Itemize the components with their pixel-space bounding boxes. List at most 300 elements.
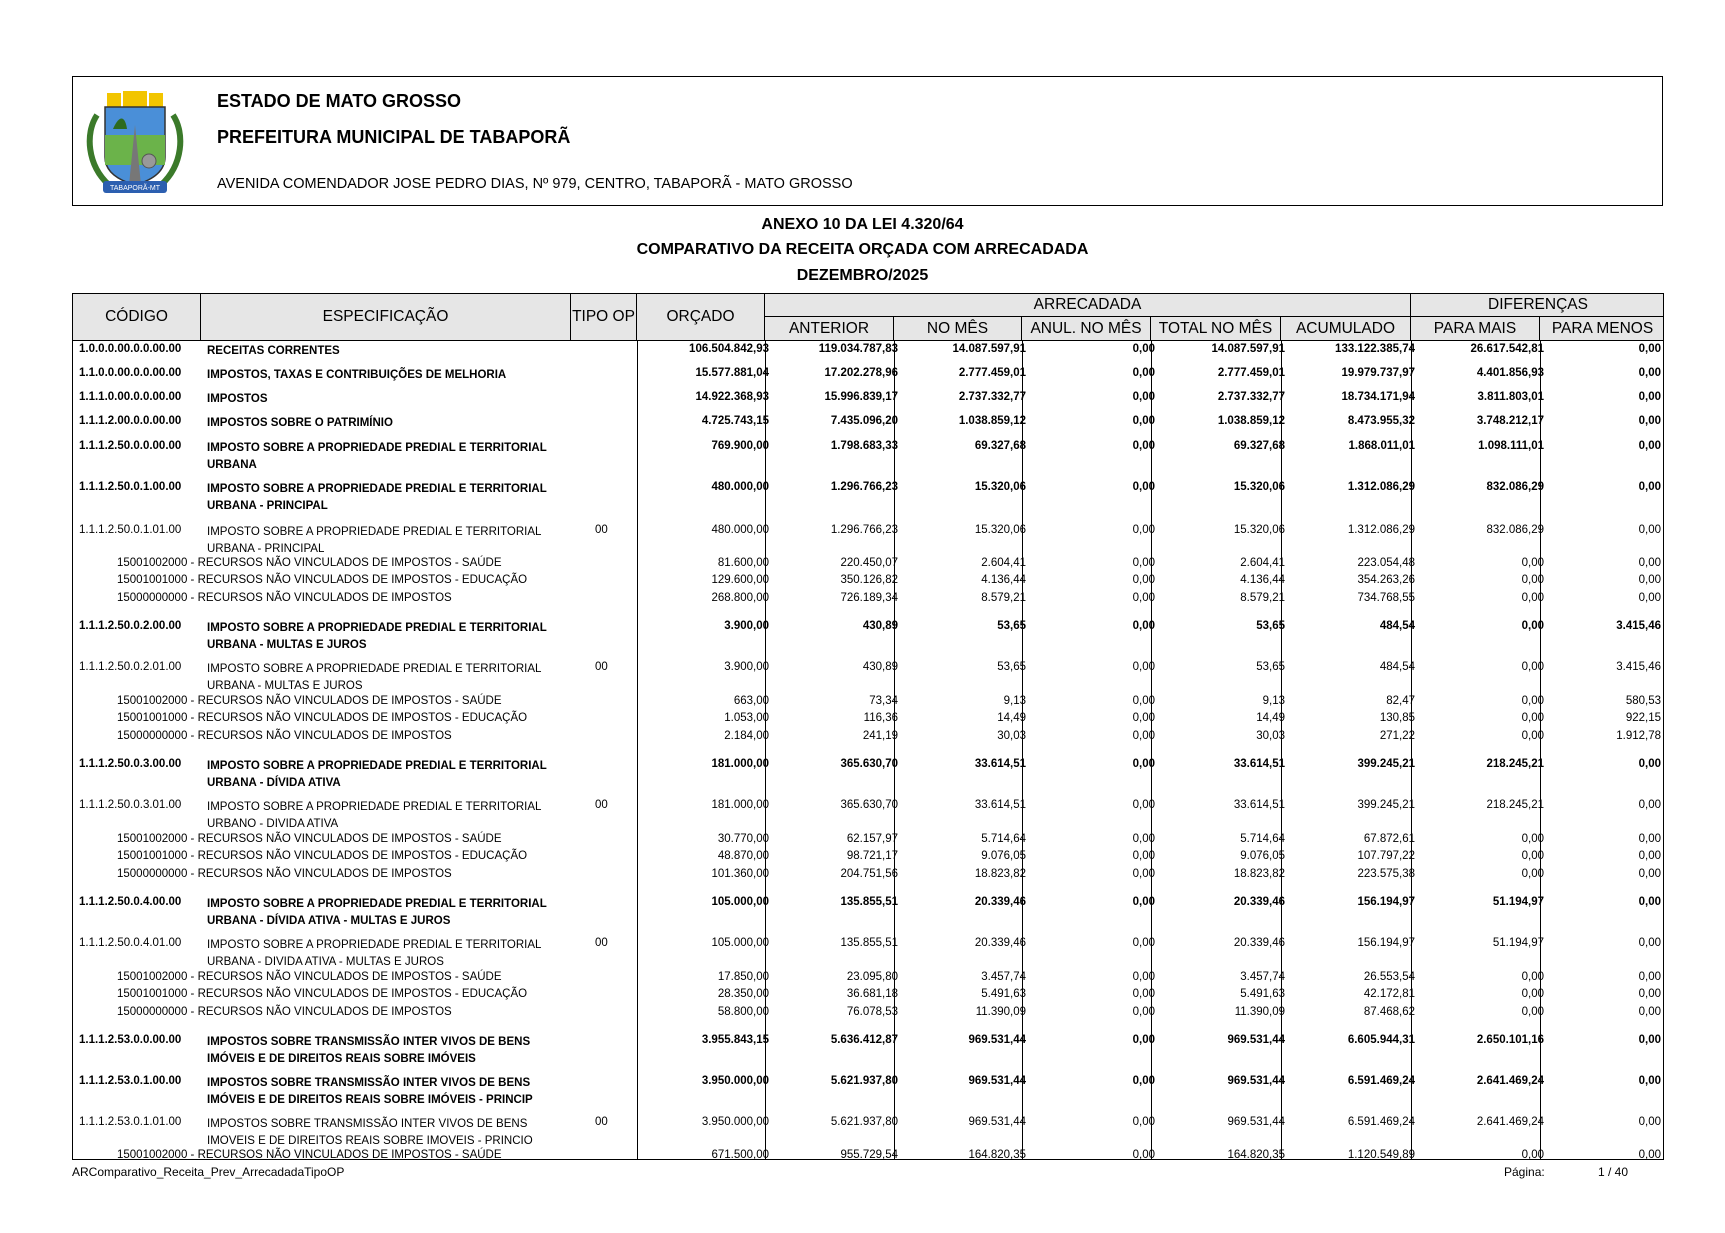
row-value-anterior: 119.034.787,83: [818, 343, 898, 355]
row-value-orcado: 3.950.000,00: [701, 1116, 769, 1128]
row-value-anterior: 5.621.937,80: [830, 1075, 898, 1087]
row-value-total: 33.614,51: [1233, 758, 1285, 770]
row-value-no_mes: 5.714,64: [981, 833, 1026, 845]
row-value-anterior: 5.621.937,80: [830, 1116, 898, 1128]
row-value-mais: 0,00: [1521, 850, 1544, 862]
table-row: [73, 620, 1664, 654]
row-value-mais: 832.086,29: [1486, 524, 1544, 536]
row-value-acum: 399.245,21: [1357, 799, 1415, 811]
row-value-menos: 0,00: [1638, 868, 1661, 880]
row-value-orcado: 2.184,00: [724, 730, 769, 742]
row-resource-source: 15000000000 - RECURSOS NÃO VINCULADOS DE IMPOSTOS: [117, 730, 452, 742]
row-value-acum: 6.605.944,31: [1347, 1034, 1415, 1046]
row-value-anterior: 135.855,51: [840, 896, 898, 908]
row-specification: IMPOSTO SOBRE A PROPRIEDADE PREDIAL E TERRITORIAL URBANA - DIVIDA ATIVA - MULTAS E JUROS: [207, 939, 542, 968]
row-value-no_mes: 18.823,82: [974, 868, 1026, 880]
row-value-total: 33.614,51: [1233, 799, 1285, 811]
row-value-anul: 0,00: [1132, 758, 1155, 770]
row-value-orcado: 480.000,00: [711, 524, 769, 536]
header-para-menos: PARA MENOS: [1540, 317, 1664, 341]
row-value-anul: 0,00: [1132, 937, 1155, 949]
row-value-anterior: 98.721,17: [846, 850, 898, 862]
table-row: [73, 481, 1664, 515]
report-name: ARComparativo_Receita_Prev_ArrecadadaTipoOP: [72, 1165, 345, 1179]
row-code: 1.1.1.2.50.0.4.01.00: [79, 937, 182, 949]
row-value-acum: 1.868.011,01: [1348, 440, 1415, 452]
header-arrecadada: ARRECADADA: [765, 294, 1411, 317]
row-value-anterior: 220.450,07: [840, 557, 898, 569]
row-value-menos: 3.415,46: [1616, 661, 1661, 673]
row-value-menos: 0,00: [1638, 415, 1661, 427]
row-value-menos: 0,00: [1638, 574, 1661, 586]
row-value-anterior: 204.751,56: [840, 868, 898, 880]
header-diferencas: DIFERENÇAS: [1411, 294, 1664, 317]
row-value-menos: 1.912,78: [1616, 730, 1661, 742]
row-value-menos: 0,00: [1638, 799, 1661, 811]
row-value-acum: 354.263,26: [1357, 574, 1415, 586]
row-value-acum: 6.591.469,24: [1347, 1075, 1415, 1087]
row-value-anul: 0,00: [1132, 850, 1155, 862]
row-value-anul: 0,00: [1132, 415, 1155, 427]
row-value-anul: 0,00: [1132, 971, 1155, 983]
row-value-total: 969.531,44: [1227, 1034, 1285, 1046]
row-value-anul: 0,00: [1132, 988, 1155, 1000]
row-value-acum: 107.797,22: [1357, 850, 1415, 862]
row-value-acum: 1.312.086,29: [1347, 481, 1415, 493]
header-no-mes: NO MÊS: [894, 317, 1022, 341]
row-value-no_mes: 53,65: [997, 661, 1026, 673]
row-code: 1.1.1.2.53.0.0.00.00: [79, 1034, 182, 1046]
row-code: 1.1.1.2.50.0.2.01.00: [79, 661, 182, 673]
header-anterior: ANTERIOR: [765, 317, 894, 341]
row-value-menos: 0,00: [1638, 391, 1661, 403]
row-value-orcado: 181.000,00: [711, 758, 769, 770]
row-value-menos: 0,00: [1638, 440, 1661, 452]
row-value-anterior: 23.095,80: [846, 971, 898, 983]
row-value-menos: 0,00: [1638, 988, 1661, 1000]
row-value-orcado: 101.360,00: [711, 868, 769, 880]
row-value-total: 30,03: [1256, 730, 1285, 742]
row-value-mais: 0,00: [1521, 661, 1544, 673]
row-value-no_mes: 2.604,41: [981, 557, 1026, 569]
row-value-total: 5.714,64: [1240, 833, 1285, 845]
row-value-no_mes: 69.327,68: [974, 440, 1026, 452]
row-value-menos: 0,00: [1638, 481, 1661, 493]
row-value-menos: 0,00: [1638, 1075, 1661, 1087]
row-value-anterior: 241,19: [862, 730, 898, 742]
row-value-no_mes: 164.820,35: [968, 1149, 1026, 1160]
row-value-mais: 1.098.111,01: [1478, 440, 1544, 452]
row-code: 1.1.1.2.50.0.1.00.00: [79, 481, 182, 493]
row-value-acum: 8.473.955,32: [1347, 415, 1415, 427]
row-specification: IMPOSTO SOBRE A PROPRIEDADE PREDIAL E TERRITORIAL URBANA - DÍVIDA ATIVA: [207, 760, 547, 789]
row-value-acum: 399.245,21: [1357, 758, 1415, 770]
row-value-anterior: 62.157,97: [846, 833, 898, 845]
table-row: [73, 712, 1664, 729]
row-value-menos: 0,00: [1638, 937, 1661, 949]
row-value-anterior: 7.435.096,20: [830, 415, 898, 427]
row-value-menos: 0,00: [1638, 1149, 1661, 1160]
row-code: 1.1.1.0.00.0.0.00.00: [79, 391, 182, 403]
row-value-anterior: 430,89: [862, 661, 898, 673]
table-row: [73, 971, 1664, 988]
row-value-anul: 0,00: [1132, 661, 1155, 673]
row-value-mais: 218.245,21: [1486, 799, 1544, 811]
row-value-mais: 0,00: [1521, 1006, 1544, 1018]
row-value-mais: 0,00: [1521, 592, 1544, 604]
row-value-acum: 133.122.385,74: [1335, 343, 1415, 355]
row-value-orcado: 4.725.743,15: [701, 415, 769, 427]
row-value-total: 69.327,68: [1233, 440, 1285, 452]
row-specification: IMPOSTO SOBRE A PROPRIEDADE PREDIAL E TERRITORIAL URBANA - MULTAS E JUROS: [207, 622, 547, 651]
row-value-mais: 832.086,29: [1486, 481, 1544, 493]
table-row: [73, 1075, 1664, 1109]
row-resource-source: 15001001000 - RECURSOS NÃO VINCULADOS DE IMPOSTOS - EDUCAÇÃO: [117, 712, 528, 724]
row-tipo-op: 00: [595, 524, 608, 536]
header-para-mais: PARA MAIS: [1411, 317, 1540, 341]
row-value-total: 2.737.332,77: [1217, 391, 1285, 403]
row-value-anterior: 73,34: [869, 695, 898, 707]
row-value-mais: 26.617.542,81: [1470, 343, 1544, 355]
table-row: [73, 1116, 1664, 1150]
row-value-anul: 0,00: [1132, 391, 1155, 403]
row-resource-source: 15001002000 - RECURSOS NÃO VINCULADOS DE IMPOSTOS - SAÚDE: [117, 1149, 502, 1160]
row-value-total: 11.390,09: [1234, 1006, 1285, 1018]
row-value-mais: 0,00: [1521, 868, 1544, 880]
row-value-anterior: 76.078,53: [846, 1006, 898, 1018]
row-value-acum: 87.468,62: [1363, 1006, 1415, 1018]
row-value-acum: 1.312.086,29: [1347, 524, 1415, 536]
row-value-anul: 0,00: [1132, 620, 1155, 632]
row-value-no_mes: 4.136,44: [981, 574, 1026, 586]
row-resource-source: 15000000000 - RECURSOS NÃO VINCULADOS DE IMPOSTOS: [117, 1006, 452, 1018]
table-row: [73, 574, 1664, 591]
row-value-no_mes: 15.320,06: [974, 481, 1026, 493]
row-specification: IMPOSTO SOBRE A PROPRIEDADE PREDIAL E TERRITORIAL URBANA - PRINCIPAL: [207, 526, 542, 555]
row-value-anterior: 36.681,18: [846, 988, 898, 1000]
table-row: [73, 661, 1664, 695]
row-value-total: 4.136,44: [1240, 574, 1285, 586]
row-value-total: 14.087.597,91: [1211, 343, 1285, 355]
row-value-menos: 0,00: [1638, 343, 1661, 355]
row-value-acum: 223.575,38: [1357, 868, 1415, 880]
row-value-mais: 0,00: [1521, 620, 1544, 632]
table-row: [73, 868, 1664, 885]
row-value-no_mes: 14.087.597,91: [952, 343, 1026, 355]
row-value-acum: 223.054,48: [1357, 557, 1415, 569]
row-value-no_mes: 33.614,51: [974, 758, 1026, 770]
row-value-anterior: 430,89: [862, 620, 898, 632]
row-value-no_mes: 14,49: [997, 712, 1026, 724]
row-value-mais: 4.401.856,93: [1476, 367, 1544, 379]
row-value-no_mes: 20.339,46: [974, 896, 1026, 908]
row-value-anul: 0,00: [1132, 1149, 1155, 1160]
row-value-acum: 67.872,61: [1363, 833, 1415, 845]
header-codigo: CÓDIGO: [73, 294, 201, 341]
row-value-menos: 0,00: [1638, 592, 1661, 604]
row-specification: RECEITAS CORRENTES: [207, 345, 340, 357]
header-especificacao: ESPECIFICAÇÃO: [201, 294, 571, 341]
row-value-total: 969.531,44: [1227, 1075, 1285, 1087]
row-value-total: 20.339,46: [1233, 937, 1285, 949]
table-row: [73, 896, 1664, 930]
row-value-orcado: 3.900,00: [724, 620, 769, 632]
row-value-anterior: 1.798.683,33: [830, 440, 898, 452]
row-value-anul: 0,00: [1132, 592, 1155, 604]
table-row: [73, 1034, 1664, 1068]
row-value-anul: 0,00: [1132, 1116, 1155, 1128]
row-code: 1.0.0.0.00.0.0.00.00: [79, 343, 182, 355]
row-code: 1.1.0.0.00.0.0.00.00: [79, 367, 182, 379]
row-value-anul: 0,00: [1132, 557, 1155, 569]
row-value-orcado: 3.950.000,00: [701, 1075, 769, 1087]
row-value-anul: 0,00: [1132, 712, 1155, 724]
row-value-acum: 42.172,81: [1363, 988, 1415, 1000]
row-value-anterior: 726.189,34: [840, 592, 898, 604]
row-value-total: 2.604,41: [1240, 557, 1285, 569]
row-value-mais: 0,00: [1521, 971, 1544, 983]
report-title-2: COMPARATIVO DA RECEITA ORÇADA COM ARRECADADA: [636, 241, 1089, 258]
row-code: 1.1.1.2.00.0.0.00.00: [79, 415, 182, 427]
row-value-mais: 2.650.101,16: [1476, 1034, 1544, 1046]
row-value-orcado: 30.770,00: [717, 833, 769, 845]
row-value-total: 3.457,74: [1240, 971, 1285, 983]
row-value-orcado: 1.053,00: [724, 712, 769, 724]
row-value-total: 8.579,21: [1240, 592, 1285, 604]
row-specification: IMPOSTO SOBRE A PROPRIEDADE PREDIAL E TERRITORIAL URBANA - PRINCIPAL: [207, 483, 547, 512]
page-number: 1 / 40: [1598, 1165, 1629, 1179]
row-value-anterior: 350.126,82: [840, 574, 898, 586]
row-value-anul: 0,00: [1132, 896, 1155, 908]
table-row: [73, 988, 1664, 1005]
row-value-no_mes: 9,13: [1003, 695, 1026, 707]
row-value-menos: 580,53: [1625, 695, 1661, 707]
row-value-anterior: 135.855,51: [840, 937, 898, 949]
row-value-no_mes: 53,65: [997, 620, 1026, 632]
row-value-orcado: 81.600,00: [717, 557, 769, 569]
row-resource-source: 15000000000 - RECURSOS NÃO VINCULADOS DE IMPOSTOS: [117, 592, 452, 604]
row-tipo-op: 00: [595, 799, 608, 811]
row-value-orcado: 480.000,00: [711, 481, 769, 493]
row-value-mais: 51.194,97: [1492, 937, 1544, 949]
row-value-menos: 0,00: [1638, 850, 1661, 862]
row-value-orcado: 105.000,00: [711, 937, 769, 949]
table-row: [73, 833, 1664, 850]
row-value-anterior: 5.636.412,87: [830, 1034, 898, 1046]
row-tipo-op: 00: [595, 937, 608, 949]
row-value-menos: 3.415,46: [1616, 620, 1661, 632]
row-value-acum: 26.553,54: [1363, 971, 1415, 983]
row-value-no_mes: 15.320,06: [974, 524, 1026, 536]
row-resource-source: 15000000000 - RECURSOS NÃO VINCULADOS DE IMPOSTOS: [117, 868, 452, 880]
row-value-acum: 6.591.469,24: [1347, 1116, 1415, 1128]
row-value-menos: 0,00: [1638, 833, 1661, 845]
row-value-mais: 0,00: [1521, 557, 1544, 569]
row-value-no_mes: 969.531,44: [968, 1116, 1026, 1128]
row-value-acum: 82,47: [1386, 695, 1415, 707]
row-value-anterior: 1.296.766,23: [830, 524, 898, 536]
row-value-total: 15.320,06: [1233, 524, 1285, 536]
revenue-table: [72, 293, 1664, 1160]
table-row: [73, 937, 1664, 971]
row-value-menos: 0,00: [1638, 896, 1661, 908]
row-value-mais: 0,00: [1521, 712, 1544, 724]
table-row: [73, 695, 1664, 712]
row-value-anul: 0,00: [1132, 524, 1155, 536]
row-value-total: 53,65: [1256, 620, 1285, 632]
row-value-no_mes: 11.390,09: [975, 1006, 1026, 1018]
row-resource-source: 15001002000 - RECURSOS NÃO VINCULADOS DE IMPOSTOS - SAÚDE: [117, 695, 502, 707]
row-value-no_mes: 969.531,44: [968, 1075, 1026, 1087]
row-value-anul: 0,00: [1132, 1006, 1155, 1018]
row-specification: IMPOSTOS SOBRE TRANSMISSÃO INTER VIVOS DE BENS IMÓVEIS E DE DIREITOS REAIS SOBRE IMÓVEIS: [207, 1036, 531, 1065]
row-value-orcado: 129.600,00: [711, 574, 769, 586]
row-value-acum: 484,54: [1379, 661, 1415, 673]
row-code: 1.1.1.2.50.0.2.00.00: [79, 620, 182, 632]
row-value-no_mes: 9.076,05: [981, 850, 1026, 862]
row-value-acum: 1.120.549,89: [1347, 1149, 1415, 1160]
row-value-orcado: 3.955.843,15: [701, 1034, 769, 1046]
row-code: 1.1.1.2.50.0.3.00.00: [79, 758, 182, 770]
row-value-no_mes: 1.038.859,12: [958, 415, 1026, 427]
table-row: [73, 730, 1664, 747]
row-value-menos: 922,15: [1625, 712, 1661, 724]
state-name: ESTADO DE MATO GROSSO: [217, 91, 462, 111]
row-value-menos: 0,00: [1638, 557, 1661, 569]
table-row: [73, 440, 1664, 474]
row-value-anul: 0,00: [1132, 1034, 1155, 1046]
row-specification: IMPOSTOS, TAXAS E CONTRIBUIÇÕES DE MELHORIA: [207, 369, 507, 381]
row-value-mais: 51.194,97: [1492, 896, 1544, 908]
row-value-anul: 0,00: [1132, 481, 1155, 493]
municipality-name: PREFEITURA MUNICIPAL DE TABAPORÃ: [217, 127, 571, 147]
report-title-1: ANEXO 10 DA LEI 4.320/64: [761, 216, 964, 233]
row-value-anul: 0,00: [1132, 695, 1155, 707]
row-tipo-op: 00: [595, 661, 608, 673]
row-value-anterior: 15.996.839,17: [824, 391, 898, 403]
row-specification: IMPOSTO SOBRE A PROPRIEDADE PREDIAL E TERRITORIAL URBANA: [207, 442, 547, 471]
row-value-no_mes: 5.491,63: [981, 988, 1026, 1000]
row-value-menos: 0,00: [1638, 758, 1661, 770]
row-value-anterior: 955.729,54: [840, 1149, 898, 1160]
table-row: [73, 1149, 1664, 1160]
row-value-menos: 0,00: [1638, 1006, 1661, 1018]
row-value-mais: 3.748.212,17: [1476, 415, 1544, 427]
row-resource-source: 15001001000 - RECURSOS NÃO VINCULADOS DE IMPOSTOS - EDUCAÇÃO: [117, 988, 528, 1000]
header-box: [72, 76, 1663, 206]
row-value-acum: 271,22: [1379, 730, 1415, 742]
row-value-no_mes: 3.457,74: [981, 971, 1026, 983]
address: AVENIDA COMENDADOR JOSE PEDRO DIAS, Nº 979, CENTRO, TABAPORÃ - MATO GROSSO: [217, 176, 853, 192]
table-row: [73, 524, 1664, 558]
row-specification: IMPOSTOS SOBRE TRANSMISSÃO INTER VIVOS DE BENS IMOVEIS E DE DIREITOS REAIS SOBRE IMOVEIS - PRINCIO: [207, 1118, 533, 1147]
row-value-no_mes: 8.579,21: [981, 592, 1026, 604]
row-value-no_mes: 2.777.459,01: [958, 367, 1026, 379]
header-orcado: ORÇADO: [637, 294, 765, 341]
row-value-orcado: 28.350,00: [717, 988, 769, 1000]
row-code: 1.1.1.2.50.0.3.01.00: [79, 799, 182, 811]
crest-ribbon-text: TABAPORÃ-MT: [109, 185, 161, 192]
row-value-acum: 156.194,97: [1357, 937, 1415, 949]
row-value-total: 9,13: [1262, 695, 1285, 707]
row-value-orcado: 15.577.881,04: [695, 367, 769, 379]
row-value-anul: 0,00: [1132, 367, 1155, 379]
row-value-acum: 19.979.737,97: [1341, 367, 1415, 379]
row-value-no_mes: 20.339,46: [974, 937, 1026, 949]
row-value-mais: 218.245,21: [1486, 758, 1544, 770]
row-value-menos: 0,00: [1638, 971, 1661, 983]
row-value-mais: 0,00: [1521, 730, 1544, 742]
row-value-total: 15.320,06: [1233, 481, 1285, 493]
row-value-anterior: 1.296.766,23: [830, 481, 898, 493]
row-specification: IMPOSTO SOBRE A PROPRIEDADE PREDIAL E TERRITORIAL URBANO - DIVIDA ATIVA: [207, 801, 542, 830]
row-value-acum: 484,54: [1379, 620, 1415, 632]
row-value-total: 18.823,82: [1233, 868, 1285, 880]
row-value-total: 9.076,05: [1240, 850, 1285, 862]
row-value-total: 14,49: [1256, 712, 1285, 724]
row-specification: IMPOSTO SOBRE A PROPRIEDADE PREDIAL E TERRITORIAL URBANA - DÍVIDA ATIVA - MULTAS E JUROS: [207, 898, 547, 927]
row-tipo-op: 00: [595, 1116, 608, 1128]
row-value-orcado: 671.500,00: [711, 1149, 769, 1160]
row-value-menos: 0,00: [1638, 1116, 1661, 1128]
row-resource-source: 15001002000 - RECURSOS NÃO VINCULADOS DE IMPOSTOS - SAÚDE: [117, 557, 502, 569]
row-value-orcado: 48.870,00: [717, 850, 769, 862]
row-value-total: 53,65: [1256, 661, 1285, 673]
row-value-anul: 0,00: [1132, 833, 1155, 845]
row-value-acum: 18.734.171,94: [1341, 391, 1415, 403]
row-value-no_mes: 2.737.332,77: [958, 391, 1026, 403]
table-row: [73, 592, 1664, 609]
row-value-no_mes: 33.614,51: [974, 799, 1026, 811]
row-value-total: 164.820,35: [1227, 1149, 1285, 1160]
row-value-orcado: 663,00: [733, 695, 769, 707]
row-value-acum: 130,85: [1379, 712, 1415, 724]
row-value-menos: 0,00: [1638, 367, 1661, 379]
row-resource-source: 15001001000 - RECURSOS NÃO VINCULADOS DE IMPOSTOS - EDUCAÇÃO: [117, 574, 528, 586]
row-specification: IMPOSTOS SOBRE O PATRIMÍNIO: [207, 417, 393, 429]
row-value-orcado: 268.800,00: [711, 592, 769, 604]
row-value-orcado: 3.900,00: [724, 661, 769, 673]
row-value-total: 1.038.859,12: [1217, 415, 1285, 427]
table-row: [73, 758, 1664, 792]
row-code: 1.1.1.2.50.0.0.00.00: [79, 440, 182, 452]
row-value-mais: 2.641.469,24: [1476, 1075, 1544, 1087]
row-resource-source: 15001001000 - RECURSOS NÃO VINCULADOS DE IMPOSTOS - EDUCAÇÃO: [117, 850, 528, 862]
row-specification: IMPOSTOS SOBRE TRANSMISSÃO INTER VIVOS DE BENS IMÓVEIS E DE DIREITOS REAIS SOBRE IMÓVEIS - PRINCIP: [207, 1077, 533, 1106]
table-row: [73, 1006, 1664, 1023]
row-value-no_mes: 969.531,44: [968, 1034, 1026, 1046]
row-specification: IMPOSTOS: [207, 393, 268, 405]
table-row: [73, 850, 1664, 867]
row-value-no_mes: 30,03: [997, 730, 1026, 742]
row-value-total: 2.777.459,01: [1217, 367, 1285, 379]
page-label: Página:: [1504, 1165, 1545, 1179]
row-value-orcado: 181.000,00: [711, 799, 769, 811]
row-value-anul: 0,00: [1132, 440, 1155, 452]
row-value-mais: 0,00: [1521, 988, 1544, 1000]
row-value-anul: 0,00: [1132, 574, 1155, 586]
row-resource-source: 15001002000 - RECURSOS NÃO VINCULADOS DE IMPOSTOS - SAÚDE: [117, 971, 502, 983]
row-value-mais: 0,00: [1521, 695, 1544, 707]
row-value-mais: 3.811.803,01: [1477, 391, 1544, 403]
row-value-total: 5.491,63: [1240, 988, 1285, 1000]
row-code: 1.1.1.2.53.0.1.01.00: [79, 1116, 182, 1128]
municipal-crest-icon: [79, 85, 191, 197]
row-value-anul: 0,00: [1132, 868, 1155, 880]
row-value-orcado: 17.850,00: [717, 971, 769, 983]
row-value-orcado: 769.900,00: [711, 440, 769, 452]
row-value-mais: 0,00: [1521, 574, 1544, 586]
